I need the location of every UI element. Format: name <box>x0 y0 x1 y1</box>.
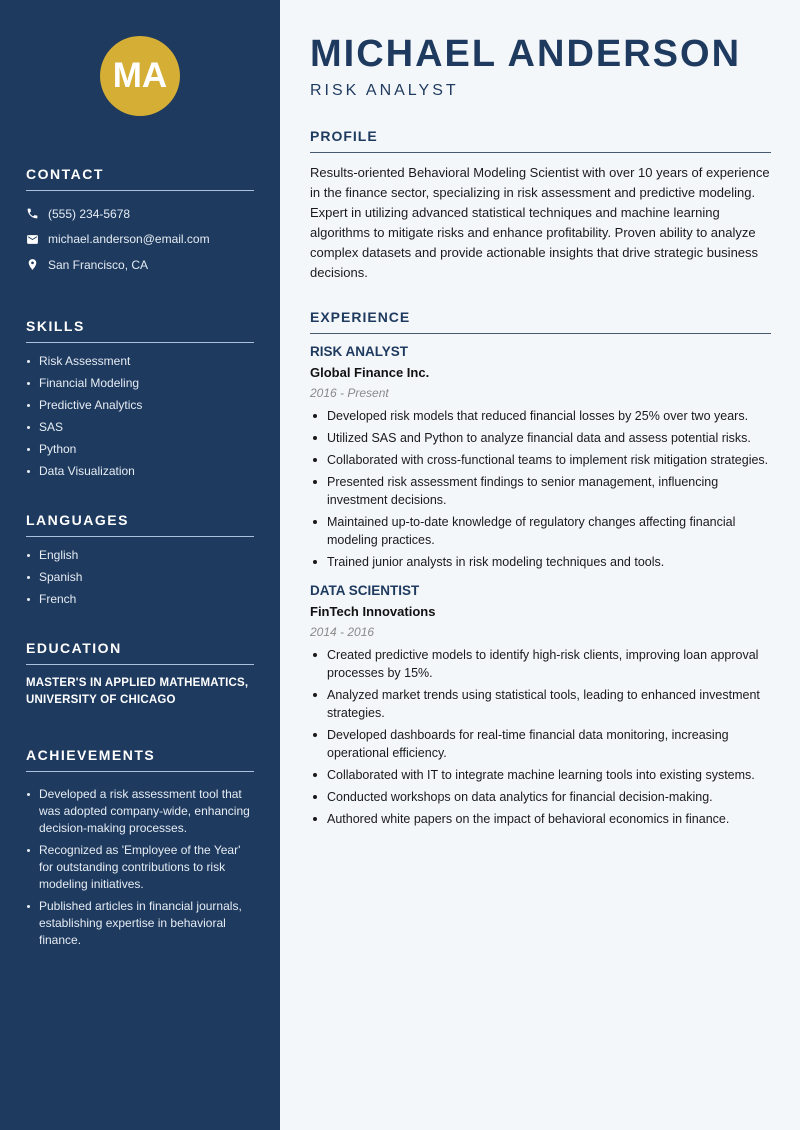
profile-heading: PROFILE <box>310 128 771 153</box>
achievement-item: Developed a risk assessment tool that was adopted company-wide, enhancing decision-making processes. <box>26 786 254 837</box>
profile-section <box>310 128 771 283</box>
achievements-list <box>26 786 254 949</box>
language-item: English <box>26 547 254 564</box>
job-title: DATA SCIENTIST <box>310 583 420 598</box>
job-bullet: Collaborated with IT to integrate machine learning tools into existing systems. <box>310 766 771 784</box>
contact-email <box>26 227 254 253</box>
job-entry <box>310 583 771 828</box>
language-item: Spanish <box>26 569 254 586</box>
location-icon <box>26 258 48 271</box>
profile-text: Results-oriented Behavioral Modeling Scientist with over 10 years of experience in the finance sector, specializing in risk assessment and predictive modeling. Expert in utilizing advanced statistical techniques and machine learning algorithms to mitigate risks and enhance profitability. Proven ability to analyze complex datasets and provide actionable insights that drive strategic business decisions. <box>310 165 770 280</box>
contact-location-text: San Francisco, CA <box>48 257 149 272</box>
job-bullet: Maintained up-to-date knowledge of regulatory changes affecting financial modeling practices. <box>310 513 771 549</box>
achievement-item: Recognized as 'Employee of the Year' for outstanding contributions to risk modeling initiatives. <box>26 842 254 893</box>
job-bullet: Authored white papers on the impact of behavioral economics in finance. <box>310 810 771 828</box>
skill-item: SAS <box>26 419 254 436</box>
education-entry: MASTER'S IN APPLIED MATHEMATICS, UNIVERSITY OF CHICAGO <box>26 676 249 706</box>
education-section <box>26 640 254 709</box>
experience-heading: EXPERIENCE <box>310 309 771 334</box>
phone-icon <box>26 207 48 220</box>
job-entry <box>310 344 771 571</box>
skill-item: Risk Assessment <box>26 353 254 370</box>
main-content <box>280 0 800 1130</box>
achievements-heading: ACHIEVEMENTS <box>26 747 254 772</box>
job-bullet: Utilized SAS and Python to analyze financial data and assess potential risks. <box>310 429 771 447</box>
job-bullet: Created predictive models to identify high-risk clients, improving loan approval processes by 15%. <box>310 646 771 682</box>
skill-item: Predictive Analytics <box>26 397 254 414</box>
languages-section <box>26 512 254 608</box>
contact-section <box>26 166 254 278</box>
job-bullet: Developed risk models that reduced financial losses by 25% over two years. <box>310 407 771 425</box>
education-heading: EDUCATION <box>26 640 254 665</box>
email-icon <box>26 233 48 246</box>
skill-item: Data Visualization <box>26 463 254 480</box>
job-title: RISK ANALYST <box>310 344 409 359</box>
job-bullet: Collaborated with cross-functional teams to implement risk mitigation strategies. <box>310 451 771 469</box>
skills-section <box>26 318 254 480</box>
job-company: FinTech Innovations <box>310 604 436 619</box>
languages-heading: LANGUAGES <box>26 512 254 537</box>
job-dates: 2014 - 2016 <box>310 625 375 639</box>
achievement-item: Published articles in financial journals, establishing expertise in behavioral finance. <box>26 898 254 949</box>
contact-phone <box>26 201 254 227</box>
job-bullets <box>310 407 771 571</box>
contact-heading: CONTACT <box>26 166 254 191</box>
achievements-section <box>26 747 254 949</box>
job-bullets <box>310 646 771 828</box>
job-bullet: Developed dashboards for real-time financial data monitoring, increasing operational efficiency. <box>310 726 771 762</box>
job-bullet: Trained junior analysts in risk modeling techniques and tools. <box>310 553 771 571</box>
skills-list <box>26 353 254 480</box>
skill-item: Python <box>26 441 254 458</box>
sidebar <box>0 0 280 1130</box>
candidate-name: MICHAEL ANDERSON <box>310 33 742 75</box>
languages-list <box>26 547 254 608</box>
job-bullet: Conducted workshops on data analytics for financial decision-making. <box>310 788 771 806</box>
avatar <box>100 36 180 116</box>
candidate-role: RISK ANALYST <box>310 82 459 99</box>
contact-phone-text: (555) 234-5678 <box>48 206 131 221</box>
language-item: French <box>26 591 254 608</box>
avatar-initials: MA <box>112 56 168 95</box>
skills-heading: SKILLS <box>26 318 254 343</box>
contact-location <box>26 252 254 278</box>
job-dates: 2016 - Present <box>310 386 389 400</box>
job-bullet: Presented risk assessment findings to senior management, influencing investment decisions. <box>310 473 771 509</box>
contact-email-text: michael.anderson@email.com <box>48 232 210 247</box>
skill-item: Financial Modeling <box>26 375 254 392</box>
experience-section <box>310 309 771 828</box>
job-company: Global Finance Inc. <box>310 365 430 380</box>
job-bullet: Analyzed market trends using statistical tools, leading to enhanced investment strategies. <box>310 686 771 722</box>
